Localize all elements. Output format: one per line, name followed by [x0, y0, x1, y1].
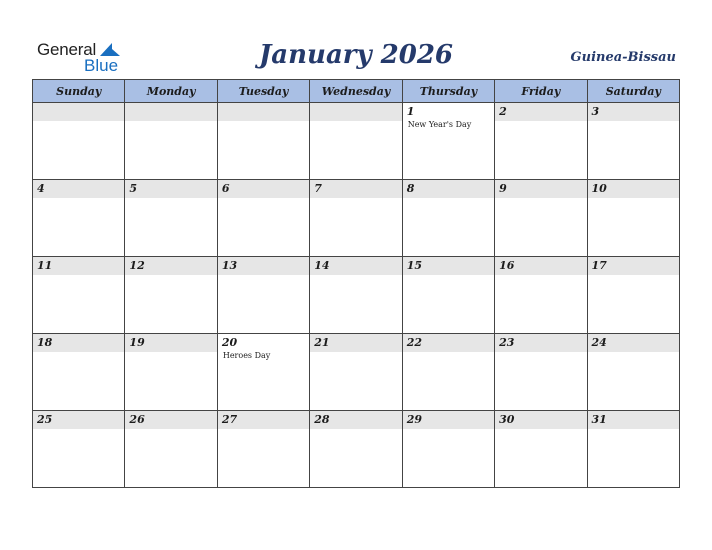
calendar-title: January 2026: [258, 40, 454, 70]
day-number: 23: [499, 336, 515, 349]
day-cell: [495, 180, 587, 257]
day-number: 2: [499, 105, 507, 118]
day-number: 20: [221, 336, 238, 349]
day-number: 7: [314, 182, 322, 195]
day-cell: [310, 334, 402, 411]
day-cell: [33, 411, 125, 488]
day-number: 10: [591, 182, 607, 195]
day-cell: [125, 257, 217, 334]
day-number: 25: [37, 413, 53, 426]
holiday-label: Heroes Day: [222, 351, 271, 360]
day-cell: [402, 180, 494, 257]
logo-general-text: General: [37, 40, 97, 59]
week-row: [33, 334, 680, 411]
day-cell: [217, 334, 309, 411]
day-number: 26: [129, 413, 145, 426]
weekday-saturday: Saturday: [587, 80, 679, 103]
day-cell: [587, 411, 679, 488]
day-cell: [402, 103, 494, 180]
day-cell: [310, 180, 402, 257]
day-cell: [587, 180, 679, 257]
day-number: 6: [221, 182, 230, 195]
day-number: 11: [37, 259, 53, 272]
day-cell: [587, 103, 679, 180]
calendar-grid: [32, 79, 680, 488]
day-number: 31: [591, 413, 607, 426]
week-row: [33, 257, 680, 334]
day-cell: [125, 411, 217, 488]
week-row: [33, 180, 680, 257]
day-number: 13: [221, 259, 238, 272]
day-number: 16: [499, 259, 515, 272]
day-cell: [33, 334, 125, 411]
day-number: 18: [37, 336, 53, 349]
day-cell: [310, 411, 402, 488]
weekday-header-row: [33, 80, 680, 103]
week-row: [33, 411, 680, 488]
day-number: 29: [406, 413, 422, 426]
day-number: 15: [406, 259, 422, 272]
weekday-monday: Monday: [125, 80, 217, 103]
day-number: 22: [406, 336, 422, 349]
day-cell: [33, 103, 125, 180]
day-cell: [495, 334, 587, 411]
day-cell: [217, 257, 309, 334]
day-cell: [402, 411, 494, 488]
day-number: 30: [499, 413, 515, 426]
day-number: 17: [591, 259, 607, 272]
day-cell: [310, 103, 402, 180]
day-number: 5: [129, 182, 138, 195]
day-cell: [33, 180, 125, 257]
day-number: 9: [499, 182, 507, 195]
day-cell: [217, 180, 309, 257]
weekday-tuesday: Tuesday: [217, 80, 309, 103]
country-name: Guinea-Bissau: [570, 50, 676, 65]
day-cell: [402, 257, 494, 334]
weekday-sunday: Sunday: [33, 80, 125, 103]
day-cell: [217, 411, 309, 488]
weekday-thursday: Thursday: [402, 80, 494, 103]
week-row: [33, 103, 680, 180]
day-cell: [495, 257, 587, 334]
day-cell: [125, 103, 217, 180]
day-cell: [125, 334, 217, 411]
day-cell: [495, 103, 587, 180]
day-number: 27: [221, 413, 238, 426]
day-cell: [495, 411, 587, 488]
day-cell: [587, 334, 679, 411]
day-cell: [310, 257, 402, 334]
day-number: 24: [591, 336, 607, 349]
day-cell: [33, 257, 125, 334]
day-number: 21: [314, 336, 330, 349]
day-number: 1: [406, 105, 415, 118]
logo-blue-text: Blue: [84, 56, 119, 75]
day-cell: [125, 180, 217, 257]
day-number: 3: [591, 105, 600, 118]
day-cell: [402, 334, 494, 411]
day-number: 28: [314, 413, 330, 426]
day-number: 12: [129, 259, 145, 272]
day-number: 19: [129, 336, 145, 349]
day-number: 4: [37, 182, 45, 195]
weekday-wednesday: Wednesday: [310, 80, 402, 103]
day-number: 14: [314, 259, 330, 272]
day-cell: [587, 257, 679, 334]
day-cell: [217, 103, 309, 180]
weekday-friday: Friday: [495, 80, 587, 103]
day-number: 8: [406, 182, 415, 195]
holiday-label: New Year's Day: [407, 120, 472, 129]
